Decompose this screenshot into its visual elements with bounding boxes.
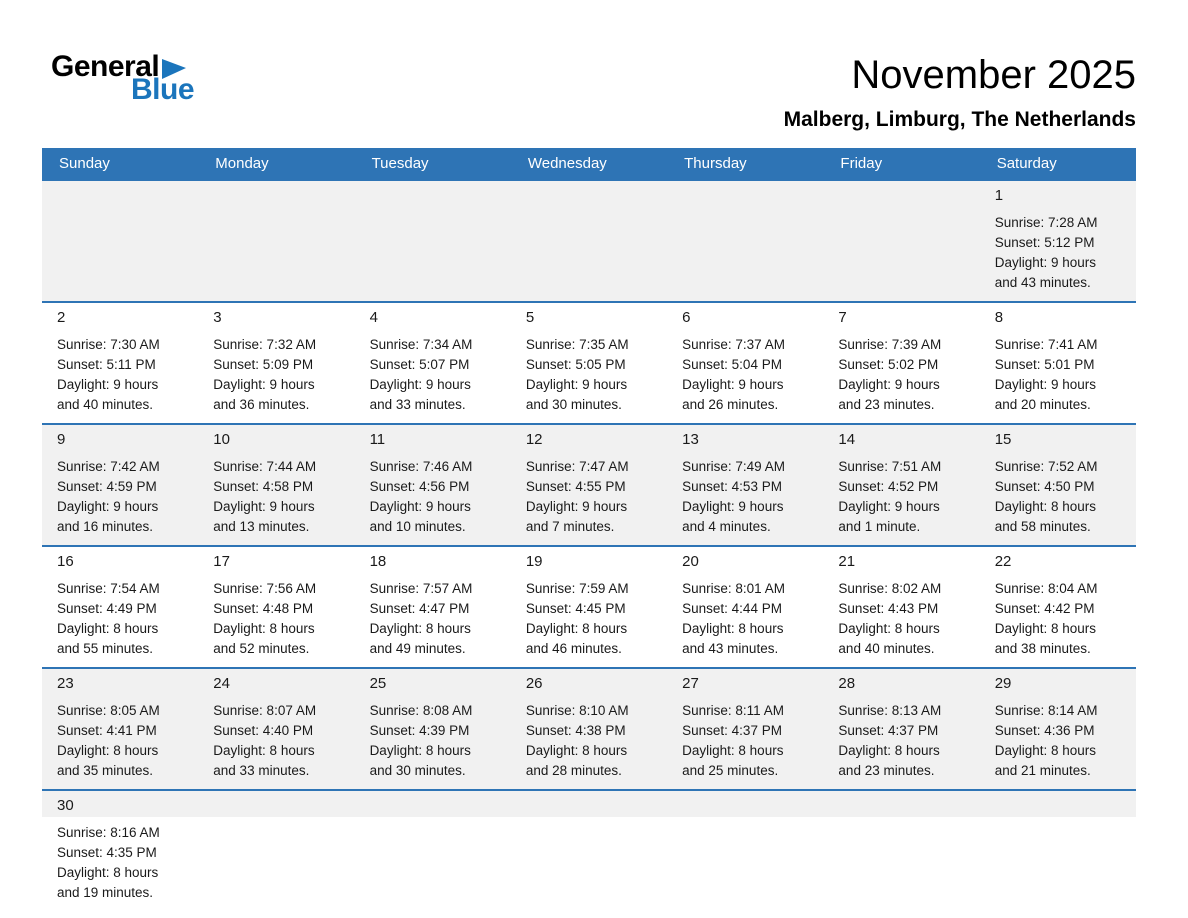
day-detail: Daylight: 9 hours — [213, 499, 315, 514]
general-blue-logo — [51, 52, 194, 105]
day-detail: Sunrise: 8:02 AM — [838, 581, 942, 596]
day-detail: and 30 minutes. — [369, 763, 466, 778]
day-detail: Daylight: 9 hours — [525, 377, 628, 392]
empty-day-cell — [355, 791, 511, 911]
day-detail: Daylight: 8 hours — [994, 743, 1097, 758]
day-number: 14 — [838, 431, 856, 448]
day-detail: Daylight: 9 hours — [369, 499, 471, 514]
day-detail: Sunset: 4:44 PM — [682, 601, 782, 616]
day-detail: Daylight: 9 hours — [994, 255, 1097, 270]
day-detail: Daylight: 8 hours — [213, 743, 315, 758]
day-detail: Sunset: 5:02 PM — [838, 357, 939, 372]
day-number: 21 — [838, 553, 856, 570]
empty-day-cell — [198, 791, 354, 911]
day-detail: Sunrise: 7:56 AM — [213, 581, 317, 596]
day-detail: Sunset: 4:55 PM — [525, 479, 626, 494]
day-detail: Sunset: 4:50 PM — [994, 479, 1095, 494]
empty-day-cell — [980, 791, 1136, 911]
day-cell — [355, 547, 511, 667]
day-cell — [42, 547, 198, 667]
day-cell — [198, 669, 354, 789]
day-detail: Sunrise: 7:42 AM — [57, 459, 160, 474]
day-detail: Sunrise: 7:54 AM — [57, 581, 160, 596]
day-cell — [355, 303, 511, 423]
day-detail: Sunset: 4:47 PM — [369, 601, 470, 616]
day-detail: Sunrise: 7:44 AM — [213, 459, 317, 474]
day-number: 23 — [57, 675, 74, 692]
day-detail: Sunrise: 8:01 AM — [682, 581, 785, 596]
day-cell — [980, 303, 1136, 423]
empty-day-cell — [823, 181, 979, 301]
day-detail: and 20 minutes. — [994, 397, 1091, 412]
day-detail: Sunrise: 7:34 AM — [369, 337, 473, 352]
day-number: 16 — [57, 553, 74, 570]
day-detail: and 52 minutes. — [213, 641, 310, 656]
day-detail: Sunrise: 7:57 AM — [369, 581, 473, 596]
day-detail: Sunrise: 7:49 AM — [682, 459, 785, 474]
day-detail: Sunrise: 7:59 AM — [525, 581, 629, 596]
day-cell — [980, 547, 1136, 667]
day-detail: and 43 minutes. — [994, 275, 1091, 290]
day-detail: and 10 minutes. — [369, 519, 466, 534]
day-detail: and 43 minutes. — [682, 641, 779, 656]
day-cell — [667, 547, 823, 667]
logo-word-blue: Blue — [131, 73, 195, 106]
day-number: 20 — [682, 553, 699, 570]
empty-day-cell — [511, 791, 667, 911]
day-detail: Daylight: 9 hours — [57, 499, 159, 514]
day-detail: and 28 minutes. — [525, 763, 622, 778]
day-cell — [42, 791, 198, 911]
day-number: 10 — [213, 431, 230, 448]
day-detail: and 19 minutes. — [57, 885, 154, 900]
day-detail: and 55 minutes. — [57, 641, 154, 656]
weekday-wednesday: Wednesday — [527, 155, 607, 172]
day-detail: Sunrise: 7:35 AM — [525, 337, 629, 352]
day-detail: Sunset: 5:12 PM — [994, 235, 1095, 250]
day-detail: Sunrise: 7:37 AM — [682, 337, 785, 352]
empty-day-cell — [355, 181, 511, 301]
day-cell — [667, 669, 823, 789]
day-detail: Sunset: 4:58 PM — [213, 479, 314, 494]
week-row — [42, 301, 1136, 423]
day-detail: Sunset: 4:38 PM — [525, 723, 626, 738]
day-detail: Sunrise: 8:05 AM — [57, 703, 160, 718]
day-detail: and 16 minutes. — [57, 519, 154, 534]
day-number: 11 — [369, 431, 386, 448]
day-detail: and 13 minutes. — [213, 519, 310, 534]
day-number: 5 — [525, 309, 535, 326]
day-detail: Sunset: 4:41 PM — [57, 723, 157, 738]
day-number: 12 — [525, 431, 543, 448]
day-cell — [823, 547, 979, 667]
day-number: 3 — [213, 309, 222, 326]
day-detail: Sunset: 4:48 PM — [213, 601, 314, 616]
page-header — [0, 0, 1188, 148]
day-detail: Daylight: 9 hours — [682, 499, 784, 514]
calendar — [42, 148, 1136, 911]
day-detail: Sunset: 4:39 PM — [369, 723, 470, 738]
day-detail: Sunset: 4:53 PM — [682, 479, 782, 494]
day-detail: and 40 minutes. — [57, 397, 154, 412]
empty-day-cell — [667, 791, 823, 911]
day-cell — [355, 425, 511, 545]
week-row — [42, 423, 1136, 545]
day-detail: Sunrise: 8:08 AM — [369, 703, 473, 718]
day-detail: Sunset: 4:43 PM — [838, 601, 939, 616]
day-detail: and 21 minutes. — [994, 763, 1091, 778]
week-row — [42, 667, 1136, 789]
day-detail: Daylight: 8 hours — [682, 743, 784, 758]
day-cell — [42, 669, 198, 789]
day-cell — [823, 303, 979, 423]
weekday-friday: Friday — [840, 155, 883, 172]
weekday-tuesday: Tuesday — [371, 155, 429, 172]
day-detail: Sunrise: 7:52 AM — [994, 459, 1098, 474]
day-detail: and 1 minute. — [838, 519, 921, 534]
day-number: 8 — [994, 309, 1004, 326]
day-number: 18 — [369, 553, 387, 570]
weekday-sunday: Sunday — [59, 155, 110, 172]
day-number: 1 — [994, 187, 1004, 204]
day-detail: Sunset: 4:42 PM — [994, 601, 1095, 616]
day-detail: Daylight: 8 hours — [213, 621, 315, 636]
day-cell — [198, 303, 354, 423]
empty-day-cell — [823, 791, 979, 911]
day-cell — [823, 425, 979, 545]
day-detail: Sunset: 5:04 PM — [682, 357, 782, 372]
day-detail: Sunrise: 8:10 AM — [525, 703, 629, 718]
day-detail: Sunset: 5:11 PM — [57, 357, 156, 372]
day-detail: Sunrise: 7:39 AM — [838, 337, 942, 352]
day-detail: Sunrise: 8:13 AM — [838, 703, 942, 718]
day-detail: and 33 minutes. — [213, 763, 310, 778]
day-detail: Sunset: 5:01 PM — [994, 357, 1095, 372]
day-cell — [980, 669, 1136, 789]
day-detail: Sunrise: 7:41 AM — [994, 337, 1098, 352]
day-detail: Sunrise: 8:14 AM — [994, 703, 1098, 718]
day-cell — [511, 425, 667, 545]
day-number: 25 — [369, 675, 387, 692]
week-row — [42, 789, 1136, 911]
day-detail: Daylight: 9 hours — [369, 377, 471, 392]
day-detail: and 33 minutes. — [369, 397, 466, 412]
page-title: November 2025 — [851, 53, 1136, 97]
day-detail: and 4 minutes. — [682, 519, 771, 534]
day-number: 9 — [57, 431, 66, 448]
day-detail: Daylight: 8 hours — [838, 743, 940, 758]
day-number: 13 — [682, 431, 699, 448]
day-detail: Sunrise: 7:47 AM — [525, 459, 629, 474]
day-detail: Daylight: 8 hours — [838, 621, 940, 636]
day-cell — [511, 669, 667, 789]
weekday-thursday: Thursday — [684, 155, 747, 172]
day-cell — [980, 181, 1136, 301]
day-number: 22 — [994, 553, 1012, 570]
day-detail: Daylight: 8 hours — [994, 499, 1097, 514]
day-detail: Daylight: 8 hours — [369, 743, 471, 758]
day-detail: Daylight: 8 hours — [682, 621, 784, 636]
day-detail: Sunset: 4:35 PM — [57, 845, 157, 860]
day-number: 29 — [994, 675, 1012, 692]
day-detail: Sunset: 4:37 PM — [838, 723, 939, 738]
day-detail: Sunrise: 7:30 AM — [57, 337, 160, 352]
day-number: 26 — [525, 675, 543, 692]
day-detail: and 30 minutes. — [525, 397, 622, 412]
day-detail: Daylight: 9 hours — [838, 377, 940, 392]
day-detail: and 26 minutes. — [682, 397, 779, 412]
day-detail: Sunset: 4:49 PM — [57, 601, 157, 616]
day-detail: Daylight: 8 hours — [994, 621, 1097, 636]
day-detail: and 40 minutes. — [838, 641, 935, 656]
day-cell — [511, 547, 667, 667]
logo-word-general: General — [51, 50, 160, 83]
day-cell — [42, 425, 198, 545]
empty-day-cell — [198, 181, 354, 301]
day-detail: Sunrise: 7:51 AM — [838, 459, 942, 474]
day-detail: Sunset: 5:05 PM — [525, 357, 626, 372]
weekday-saturday: Saturday — [996, 155, 1057, 172]
day-detail: and 58 minutes. — [994, 519, 1091, 534]
day-detail: Sunrise: 8:16 AM — [57, 825, 160, 840]
day-detail: Sunrise: 7:28 AM — [994, 215, 1098, 230]
day-number: 24 — [213, 675, 230, 692]
day-detail: Sunset: 4:37 PM — [682, 723, 782, 738]
day-cell — [355, 669, 511, 789]
day-cell — [198, 425, 354, 545]
day-detail: Sunset: 4:36 PM — [994, 723, 1095, 738]
day-detail: Daylight: 9 hours — [57, 377, 159, 392]
day-number: 27 — [682, 675, 699, 692]
day-detail: Daylight: 9 hours — [682, 377, 784, 392]
day-detail: and 38 minutes. — [994, 641, 1091, 656]
day-detail: Sunrise: 8:11 AM — [682, 703, 784, 718]
day-detail: Sunset: 4:52 PM — [838, 479, 939, 494]
title-block — [784, 52, 1136, 132]
day-detail: and 36 minutes. — [213, 397, 310, 412]
day-cell — [667, 303, 823, 423]
day-detail: Daylight: 9 hours — [838, 499, 940, 514]
day-detail: Daylight: 8 hours — [57, 621, 159, 636]
day-detail: Sunrise: 7:46 AM — [369, 459, 473, 474]
calendar-weeks — [42, 179, 1136, 911]
empty-day-cell — [42, 181, 198, 301]
day-cell — [511, 303, 667, 423]
day-detail: and 46 minutes. — [525, 641, 622, 656]
week-row — [42, 545, 1136, 667]
day-number: 6 — [682, 309, 691, 326]
day-detail: Sunrise: 8:07 AM — [213, 703, 317, 718]
day-number: 28 — [838, 675, 856, 692]
day-detail: Sunrise: 8:04 AM — [994, 581, 1098, 596]
day-number: 30 — [57, 797, 74, 814]
day-detail: Daylight: 8 hours — [525, 743, 628, 758]
day-detail: Daylight: 8 hours — [369, 621, 471, 636]
day-cell — [198, 547, 354, 667]
day-detail: and 7 minutes. — [525, 519, 615, 534]
day-detail: and 23 minutes. — [838, 763, 935, 778]
day-detail: and 49 minutes. — [369, 641, 466, 656]
day-detail: and 25 minutes. — [682, 763, 779, 778]
day-detail: Daylight: 9 hours — [525, 499, 628, 514]
day-detail: Daylight: 9 hours — [213, 377, 315, 392]
day-detail: Daylight: 8 hours — [525, 621, 628, 636]
day-number: 4 — [369, 309, 378, 326]
day-detail: Sunset: 4:40 PM — [213, 723, 314, 738]
day-detail: Sunset: 4:59 PM — [57, 479, 157, 494]
page-subtitle: Malberg, Limburg, The Netherlands — [783, 108, 1136, 131]
day-detail: Sunset: 5:09 PM — [213, 357, 314, 372]
empty-day-cell — [511, 181, 667, 301]
empty-day-cell — [667, 181, 823, 301]
day-detail: Sunset: 4:45 PM — [525, 601, 626, 616]
day-cell — [823, 669, 979, 789]
day-number: 17 — [213, 553, 230, 570]
day-cell — [667, 425, 823, 545]
day-cell — [42, 303, 198, 423]
day-number: 7 — [838, 309, 847, 326]
day-detail: Sunrise: 7:32 AM — [213, 337, 317, 352]
weekday-header-row — [42, 148, 1136, 179]
day-number: 2 — [57, 309, 66, 326]
day-detail: Daylight: 8 hours — [57, 865, 159, 880]
day-detail: Daylight: 9 hours — [994, 377, 1097, 392]
day-detail: Sunset: 4:56 PM — [369, 479, 470, 494]
day-detail: Sunset: 5:07 PM — [369, 357, 470, 372]
day-number: 19 — [525, 553, 543, 570]
week-row — [42, 179, 1136, 301]
day-detail: Daylight: 8 hours — [57, 743, 159, 758]
day-detail: and 35 minutes. — [57, 763, 154, 778]
day-cell — [980, 425, 1136, 545]
day-number: 15 — [994, 431, 1012, 448]
day-detail: and 23 minutes. — [838, 397, 935, 412]
weekday-monday: Monday — [215, 155, 269, 172]
